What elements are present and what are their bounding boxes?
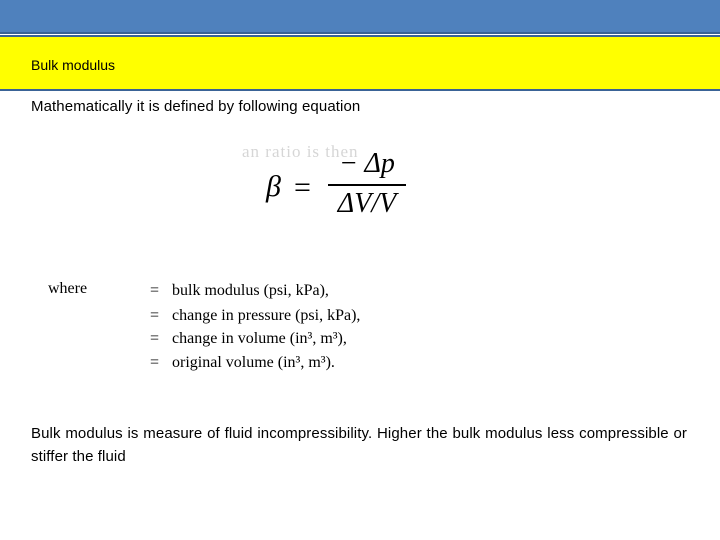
equation-denominator: ΔV/V (337, 188, 397, 219)
definition-equals: = (150, 354, 160, 371)
equation-fraction (328, 148, 406, 224)
fraction-bar (328, 184, 406, 186)
definition-equals: = (150, 282, 160, 299)
equation-numerator: − Δp (339, 148, 395, 179)
variable-definitions (40, 270, 400, 380)
intro-text: Mathematically it is defined by following equation (31, 98, 361, 115)
definition-text: change in volume (in³, m³), (172, 330, 347, 347)
equation-ghost-text: an ratio is then (242, 142, 359, 161)
definition-equals: = (150, 330, 160, 347)
title-band (0, 35, 720, 91)
where-label: where (48, 280, 88, 297)
slide-title: Bulk modulus (31, 57, 116, 73)
equation-lhs: β (266, 170, 281, 203)
definition-text: original volume (in³, m³). (172, 354, 335, 371)
bulk-modulus-equation (240, 138, 430, 228)
definition-text: bulk modulus (psi, kPa), (172, 282, 329, 299)
definition-equals: = (150, 307, 160, 324)
equation-equals: = (294, 171, 311, 204)
top-banner (0, 0, 720, 34)
definition-text: change in pressure (psi, kPa), (172, 307, 361, 324)
body-paragraph: Bulk modulus is measure of fluid incompressibility. Higher the bulk modulus less compressible or stiffer the fluid (31, 425, 687, 465)
